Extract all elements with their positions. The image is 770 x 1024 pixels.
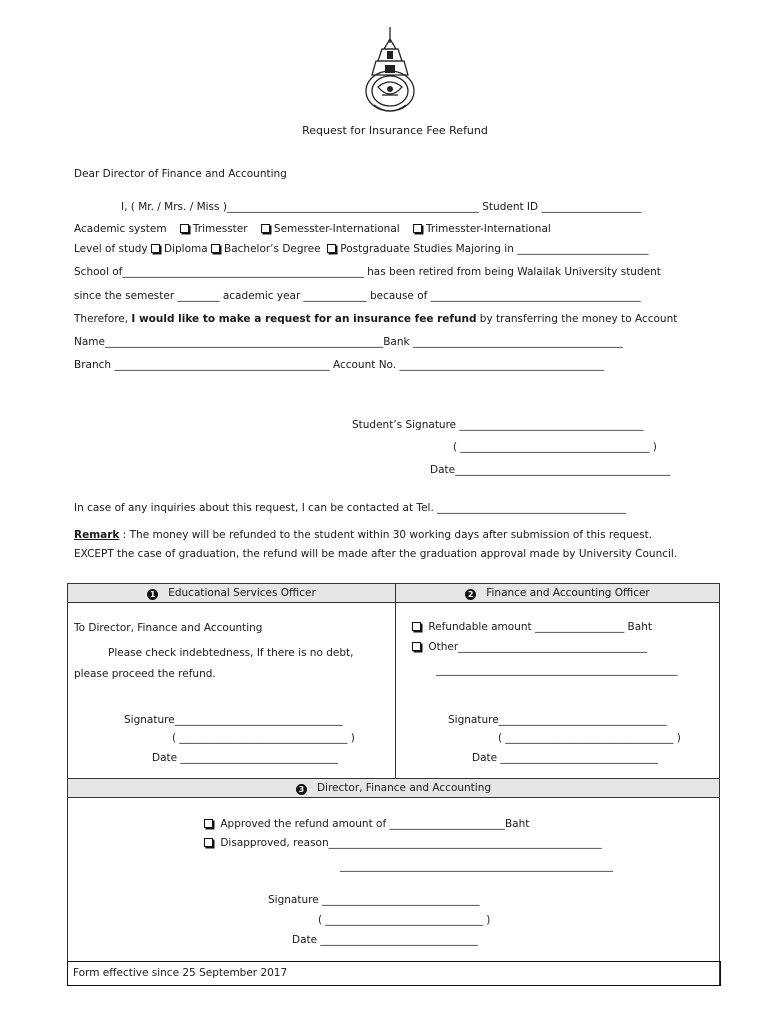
sec3-date: Date ______________________________ bbox=[292, 934, 478, 946]
sec3-header bbox=[68, 779, 719, 798]
school-line: School of______________________________________________ has been retired from being Walailak University student bbox=[74, 266, 661, 278]
sec2-other: Other____________________________________ bbox=[428, 641, 648, 653]
sec2-refund: Refundable amount _________________ Baht bbox=[428, 621, 652, 633]
checkbox-icon[interactable] bbox=[261, 224, 270, 233]
sec3-title: Director, Finance and Accounting bbox=[316, 782, 492, 794]
checkbox-icon[interactable] bbox=[151, 244, 160, 253]
postgrad-option: Postgraduate Studies Majoring in _________________________ bbox=[340, 243, 649, 255]
footer-text: Form effective since 25 September 2017 bbox=[73, 967, 288, 979]
therefore-bold: I would like to make a request for an insurance fee refund bbox=[131, 313, 477, 325]
checkbox-icon[interactable] bbox=[204, 838, 213, 847]
therefore-post: by transferring the money to Account bbox=[476, 313, 678, 325]
sec3-signature: Signature ______________________________ bbox=[268, 894, 480, 906]
remark-text: : The money will be refunded to the student within 30 working days after submission of this request. bbox=[119, 529, 653, 541]
trimester-intl-option: Trimesster-International bbox=[426, 223, 551, 235]
sec2-date: Date ______________________________ bbox=[472, 752, 658, 764]
sec1-to: To Director, Finance and Accounting bbox=[74, 622, 263, 634]
therefore-pre: Therefore, bbox=[74, 313, 132, 325]
checkbox-icon[interactable] bbox=[413, 224, 422, 233]
sec3-disapproved-row bbox=[204, 837, 602, 849]
level-of-study-row bbox=[74, 243, 648, 255]
form-title: Request for Insurance Fee Refund bbox=[302, 124, 488, 137]
contact-line: In case of any inquiries about this request, I can be contacted at Tel. ____________________________________ bbox=[74, 502, 627, 514]
branch-line: Branch _________________________________________ Account No. _______________________________________ bbox=[74, 359, 605, 371]
sec2-other-row bbox=[412, 641, 647, 653]
sec3-number-badge: 3 bbox=[296, 784, 307, 795]
checkbox-icon[interactable] bbox=[327, 244, 336, 253]
name-line: I, ( Mr. / Mrs. / Miss )________________________________________________ Student ID ___________________ bbox=[121, 201, 642, 213]
checkbox-icon[interactable] bbox=[204, 819, 213, 828]
remark-line-2: EXCEPT the case of graduation, the refund will be made after the graduation approval made by University Council. bbox=[74, 548, 678, 560]
checkbox-icon[interactable] bbox=[412, 622, 421, 631]
student-paren: ( ____________________________________ ) bbox=[453, 441, 657, 453]
diploma-option: Diploma bbox=[163, 243, 208, 255]
university-emblem-icon bbox=[360, 25, 420, 115]
sec1-signature: Signature________________________________ bbox=[124, 714, 343, 726]
account-name-line: Name_____________________________________________________Bank ________________________________________ bbox=[74, 336, 623, 348]
sec1-number-badge: 1 bbox=[147, 589, 158, 600]
officer-table bbox=[67, 583, 720, 986]
semester-intl-option: Semesster-International bbox=[273, 223, 400, 235]
student-date: Date_________________________________________ bbox=[430, 464, 671, 476]
sec1-paren: ( ________________________________ ) bbox=[172, 732, 355, 744]
sec1-header bbox=[68, 584, 395, 603]
remark-line bbox=[74, 529, 652, 541]
sec2-paren: ( ________________________________ ) bbox=[498, 732, 681, 744]
sec1-text-2: please proceed the refund. bbox=[74, 668, 216, 680]
sec2-header bbox=[396, 584, 719, 603]
checkbox-icon[interactable] bbox=[211, 244, 220, 253]
sec2-number-badge: 2 bbox=[465, 589, 476, 600]
sec2-refund-row bbox=[412, 621, 652, 633]
checkbox-icon[interactable] bbox=[412, 642, 421, 651]
sec1-title: Educational Services Officer bbox=[168, 587, 316, 599]
salutation: Dear Director of Finance and Accounting bbox=[74, 168, 287, 180]
therefore-line bbox=[74, 313, 677, 325]
level-label: Level of study bbox=[74, 243, 148, 255]
student-signature: Student’s Signature ___________________________________ bbox=[352, 419, 644, 431]
academic-system-label: Academic system bbox=[74, 223, 167, 235]
sec3-approved-row bbox=[204, 818, 529, 830]
footer-box bbox=[67, 961, 721, 986]
checkbox-icon[interactable] bbox=[180, 224, 189, 233]
academic-system-row bbox=[74, 223, 551, 235]
sec2-title: Finance and Accounting Officer bbox=[486, 587, 650, 599]
column-divider bbox=[395, 584, 396, 778]
sec3-line: ____________________________________________________ bbox=[340, 860, 613, 872]
sec3-approved: Approved the refund amount of ______________________Baht bbox=[220, 818, 530, 830]
trimester-option: Trimesster bbox=[192, 223, 248, 235]
sec2-signature: Signature________________________________ bbox=[448, 714, 667, 726]
remark-label: Remark bbox=[74, 529, 120, 541]
sec1-date: Date ______________________________ bbox=[152, 752, 338, 764]
sec3-paren: ( ______________________________ ) bbox=[318, 914, 491, 926]
bachelor-option: Bachelor’s Degree bbox=[224, 243, 321, 255]
sec2-other-line: ______________________________________________ bbox=[436, 664, 678, 676]
since-line: since the semester ________ academic year ____________ because of ________________________________________ bbox=[74, 290, 641, 302]
sec3-disapproved: Disapproved, reason____________________________________________________ bbox=[220, 837, 602, 849]
sec1-text-1: Please check indebtedness, If there is no debt, bbox=[108, 647, 354, 659]
